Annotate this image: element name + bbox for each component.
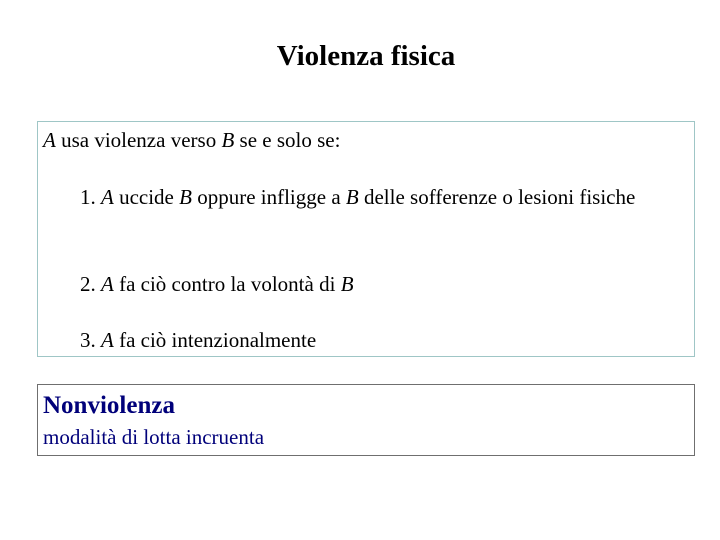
intro-text: se e solo se: — [234, 128, 341, 152]
page-title: Violenza fisica — [276, 40, 456, 72]
variable-a: A — [101, 328, 114, 352]
variable-b: B — [340, 272, 354, 296]
nonviolence-title: Nonviolenza — [43, 392, 175, 419]
item-number: 1. — [80, 185, 101, 209]
nonviolence-subtitle: modalità di lotta incruenta — [43, 425, 265, 449]
item-text: oppure infligge a — [191, 185, 346, 209]
nonviolence-box — [37, 384, 695, 456]
item-text: fa ciò contro la volontà di — [113, 272, 341, 296]
variable-b: B — [345, 185, 359, 209]
definition-item-1 — [80, 183, 680, 211]
item-number: 2. — [80, 272, 101, 296]
variable-b: B — [179, 185, 192, 209]
definition-intro — [43, 126, 340, 154]
item-text: fa ciò intenzionalmente — [113, 328, 317, 352]
variable-a: A — [43, 128, 56, 152]
item-text: uccide — [113, 185, 180, 209]
item-number: 3. — [80, 328, 101, 352]
definition-box — [37, 121, 695, 357]
definition-item-3 — [80, 326, 680, 354]
variable-a: A — [101, 185, 114, 209]
intro-text: usa violenza verso — [55, 128, 222, 152]
item-text: delle sofferenze o lesioni fisiche — [358, 185, 636, 209]
definition-item-2 — [80, 270, 680, 298]
variable-b: B — [221, 128, 235, 152]
variable-a: A — [101, 272, 114, 296]
